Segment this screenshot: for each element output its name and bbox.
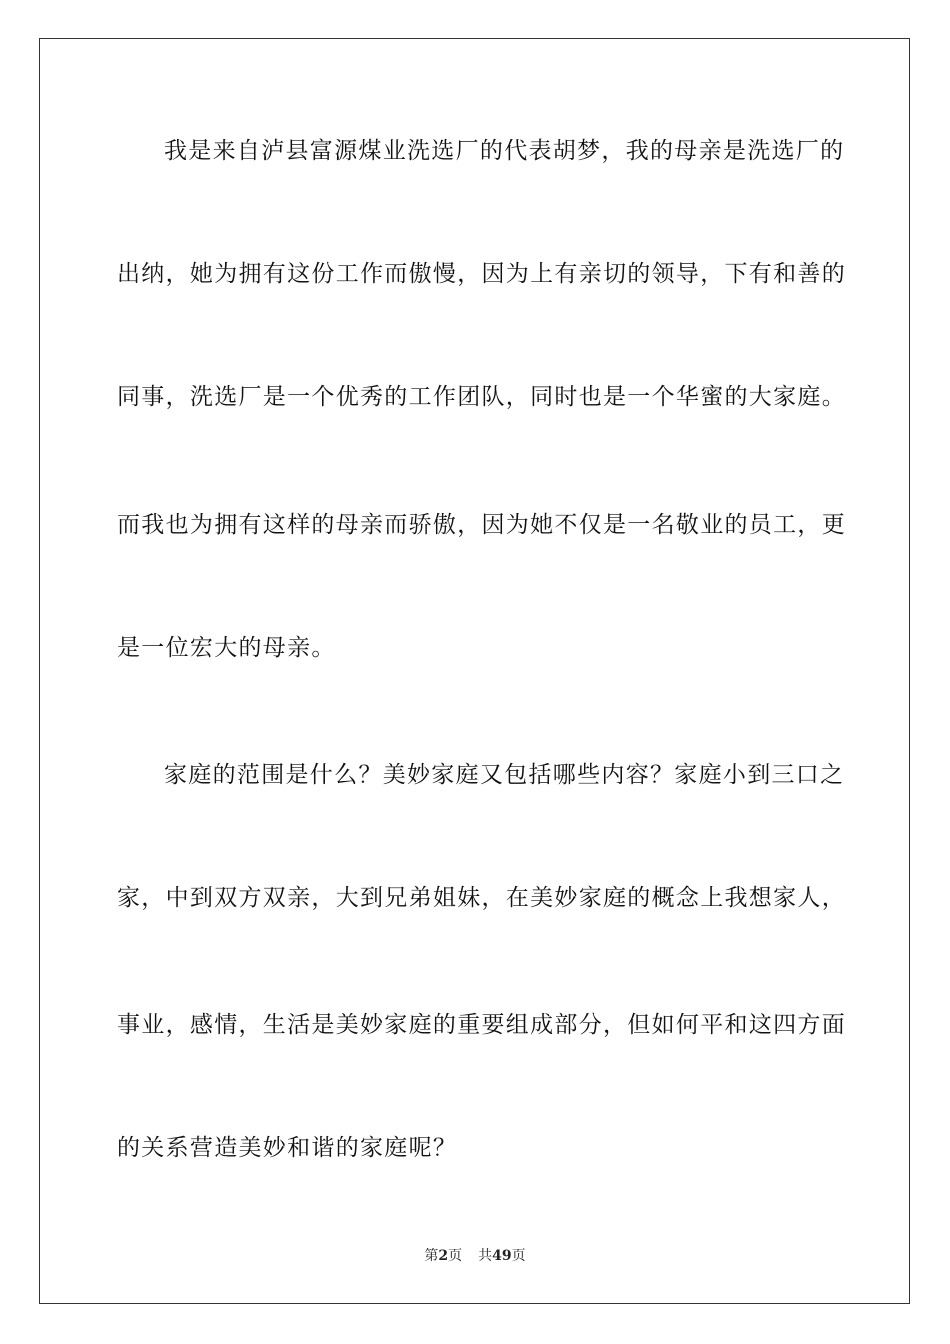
page-current-number: 2 [438,1248,449,1264]
page-suffix: 页 [448,1248,463,1264]
total-suffix: 页 [511,1248,526,1264]
paragraph-2-line-3: 事业，感情，生活是美妙家庭的重要组成部分，但如何平和这四方面 [117,1012,846,1038]
paragraph-1-line-2: 出纳，她为拥有这份工作而傲慢，因为上有亲切的领导，下有和善的 [117,261,846,287]
page-total-number: 49 [492,1248,512,1264]
paragraph-1-line-4: 而我也为拥有这样的母亲而骄傲，因为她不仅是一名敬业的员工，更 [117,512,846,538]
page-border [39,38,910,1304]
paragraph-2-line-1: 家庭的范围是什么？美妙家庭又包括哪些内容？家庭小到三口之 [164,762,845,788]
paragraph-1-line-5: 是一位宏大的母亲。 [117,635,336,661]
paragraph-1-line-3: 同事，洗选厂是一个优秀的工作团队，同时也是一个华蜜的大家庭。 [117,384,846,410]
total-prefix: 共 [478,1248,493,1264]
paragraph-1-line-1: 我是来自泸县富源煤业洗选厂的代表胡梦，我的母亲是洗选厂的 [164,138,845,164]
page-prefix: 第 [424,1248,439,1264]
page-footer [0,1246,950,1266]
paragraph-2-line-4: 的关系营造美妙和谐的家庭呢？ [117,1135,458,1161]
paragraph-2-line-2: 家，中到双方双亲，大到兄弟姐妹，在美妙家庭的概念上我想家人， [117,885,846,911]
